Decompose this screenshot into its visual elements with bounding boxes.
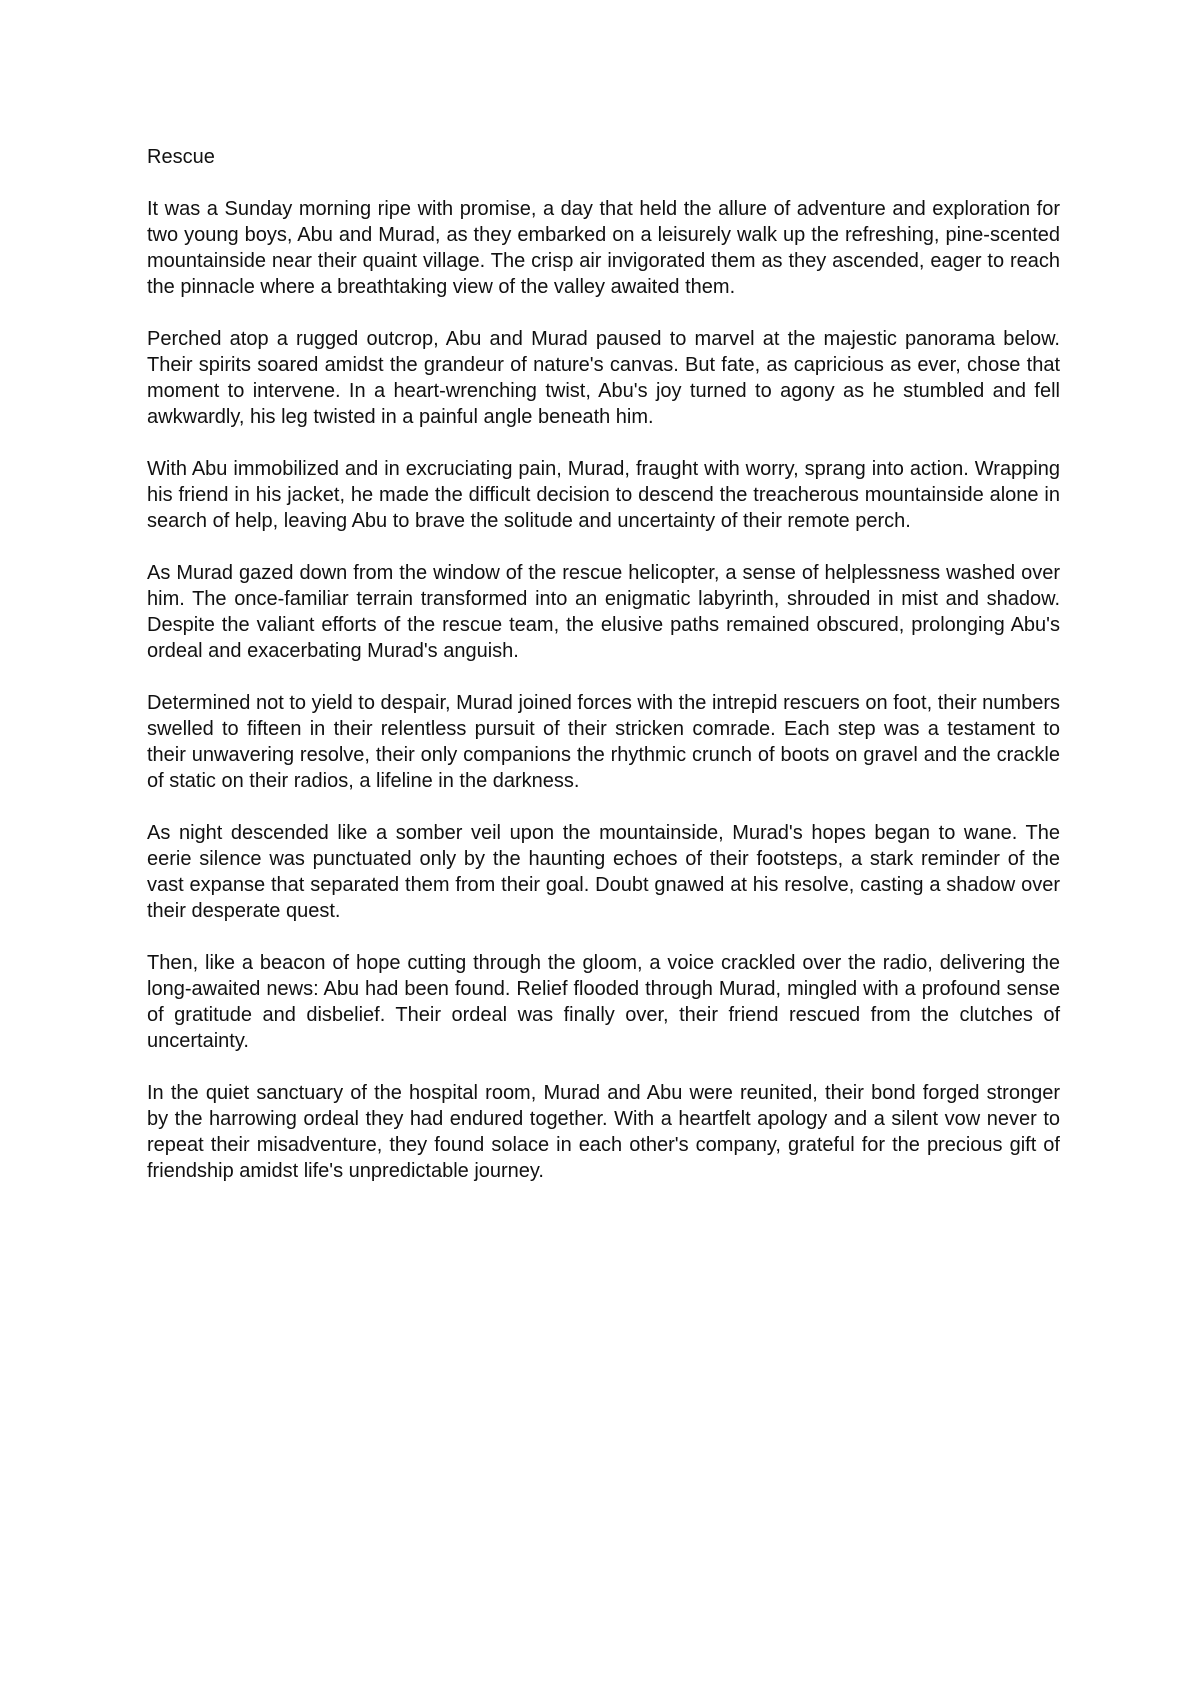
paragraph-8: In the quiet sanctuary of the hospital room, Murad and Abu were reunited, their bond forged stronger by the harrowing ordeal they had endured together. With a heartfelt apology and a silent vow never to repeat their misadventure, they found solace in each other's company, grateful for the precious gift of friendship amidst life's unpredictable journey. (147, 1082, 1060, 1182)
document-title: Rescue (147, 146, 215, 168)
paragraph-3: With Abu immobilized and in excruciating pain, Murad, fraught with worry, sprang into action. Wrapping his friend in his jacket, he made the difficult decision to descend the treacherous mountainside alone in search of help, leaving Abu to brave the solitude and uncertainty of their remote perch. (147, 458, 1060, 532)
document-body (147, 144, 1060, 1184)
paragraph-5: Determined not to yield to despair, Murad joined forces with the intrepid rescuers on foot, their numbers swelled to fifteen in their relentless pursuit of their stricken comrade. Each step was a testament to their unwavering resolve, their only companions the rhythmic crunch of boots on gravel and the crackle of static on their radios, a lifeline in the darkness. (147, 692, 1060, 792)
paragraph-6: As night descended like a somber veil upon the mountainside, Murad's hopes began to wane. The eerie silence was punctuated only by the haunting echoes of their footsteps, a stark reminder of the vast expanse that separated them from their goal. Doubt gnawed at his resolve, casting a shadow over their desperate quest. (147, 822, 1060, 922)
paragraph-2: Perched atop a rugged outcrop, Abu and Murad paused to marvel at the majestic panorama below. Their spirits soared amidst the grandeur of nature's canvas. But fate, as capricious as ever, chose that moment to intervene. In a heart-wrenching twist, Abu's joy turned to agony as he stumbled and fell awkwardly, his leg twisted in a painful angle beneath him. (147, 328, 1060, 428)
paragraph-4: As Murad gazed down from the window of the rescue helicopter, a sense of helplessness washed over him. The once-familiar terrain transformed into an enigmatic labyrinth, shrouded in mist and shadow. Despite the valiant efforts of the rescue team, the elusive paths remained obscured, prolonging Abu's ordeal and exacerbating Murad's anguish. (147, 562, 1060, 662)
paragraph-1: It was a Sunday morning ripe with promise, a day that held the allure of adventure and exploration for two young boys, Abu and Murad, as they embarked on a leisurely walk up the refreshing, pine-scented mountainside near their quaint village. The crisp air invigorated them as they ascended, eager to reach the pinnacle where a breathtaking view of the valley awaited them. (147, 198, 1060, 298)
paragraph-7: Then, like a beacon of hope cutting through the gloom, a voice crackled over the radio, delivering the long-awaited news: Abu had been found. Relief flooded through Murad, mingled with a profound sense of gratitude and disbelief. Their ordeal was finally over, their friend rescued from the clutches of uncertainty. (147, 952, 1060, 1052)
